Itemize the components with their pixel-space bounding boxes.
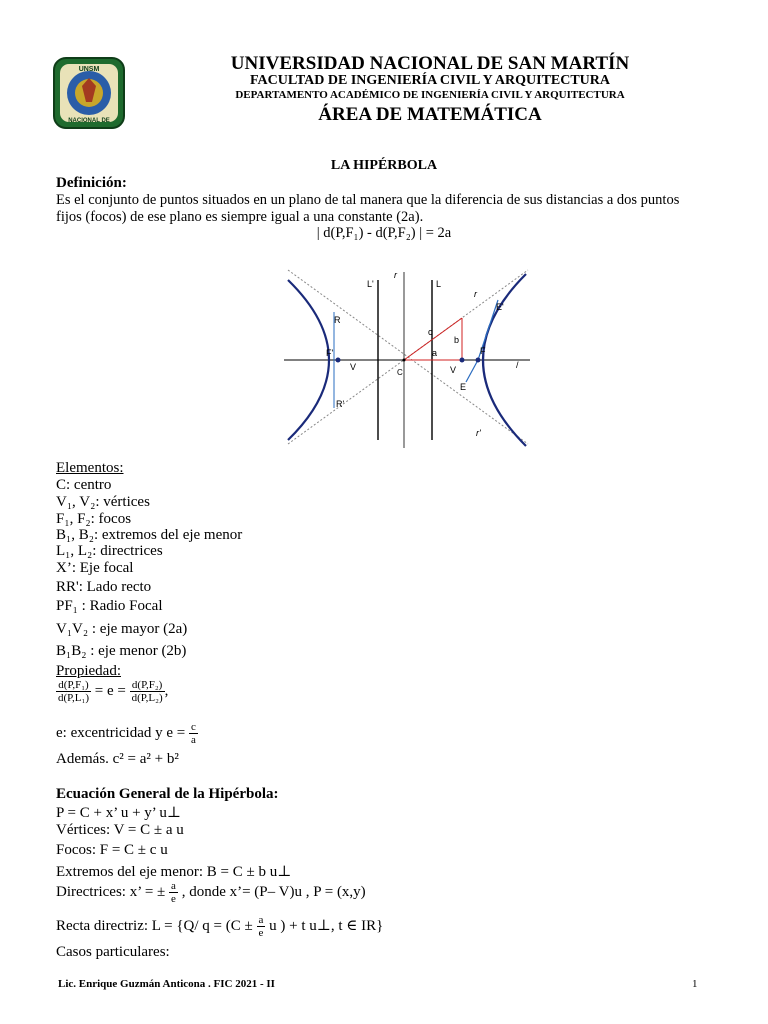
element-item: PF₁ : Radio Focal bbox=[56, 598, 163, 614]
directrices-fraction: $\frac{a}{e}$ bbox=[171, 880, 176, 905]
university-logo bbox=[52, 56, 126, 130]
label-V1: V bbox=[350, 362, 357, 372]
page-number: 1 bbox=[692, 978, 698, 990]
elements-heading: Elementos: bbox=[56, 460, 124, 476]
eccentricity-line: e: excentricidad y e = $\frac{c}{a}$ bbox=[56, 721, 196, 746]
definition-heading: Definición: bbox=[56, 175, 127, 191]
area-title: ÁREA DE MATEMÁTICA bbox=[318, 104, 542, 125]
label-F1: F' bbox=[326, 348, 334, 358]
footer-author: Lic. Enrique Guzmán Anticona . FIC 2021 - II bbox=[58, 978, 275, 990]
label-L2: L bbox=[436, 279, 442, 289]
hyperbola-figure bbox=[280, 262, 538, 452]
label-V2: V bbox=[450, 365, 457, 375]
general-line: P = C + x’ u + y’ u⊥ bbox=[56, 805, 182, 821]
label-axis: / bbox=[516, 360, 519, 370]
general-line: Focos: F = C ± c u bbox=[56, 842, 168, 858]
label-R2: R' bbox=[336, 399, 345, 409]
general-line: Extremos del eje menor: B = C ± b u⊥ bbox=[56, 864, 292, 880]
label-E2: E bbox=[460, 382, 467, 392]
element-item: V₁V₂ : eje mayor (2a) bbox=[56, 621, 188, 637]
label-F2: F bbox=[480, 346, 486, 356]
property-heading: Propiedad: bbox=[56, 663, 121, 679]
university-title: UNIVERSIDAD NACIONAL DE SAN MARTÍN bbox=[230, 53, 630, 74]
label-r-top: r bbox=[394, 270, 397, 280]
label-r3: r' bbox=[476, 428, 481, 438]
ratio-2: $\frac{\text{d(P,F₂)}}{\text{d(P,L₂)}}$ bbox=[131, 679, 163, 704]
element-item: X’: Eje focal bbox=[56, 560, 134, 576]
recta-directriz-line: Recta directriz: L = {Q/ q = (C ± $\frac{a}{e}$ u ) + t u⊥, t ∈ IR} bbox=[56, 914, 384, 939]
property-formula: $\frac{\text{d(P,F₁)}}{\text{d(P,L₁)}}$ = e = $\frac{\text{d(P,F₂)}}{\text{d(P,L₂)}}$ , bbox=[58, 679, 169, 704]
page-title: LA HIPÉRBOLA bbox=[330, 158, 438, 173]
logo-top-text: UNSM bbox=[78, 66, 100, 73]
definition-formula: | d(P,F₁) - d(P,F₂) | = 2a bbox=[316, 225, 452, 241]
logo-bottom-text: NACIONAL DE bbox=[68, 118, 110, 124]
definition-line-1: Es el conjunto de puntos situados en un plano de tal manera que la diferencia de sus distancias a dos puntos bbox=[56, 192, 680, 208]
label-C: C bbox=[397, 368, 403, 377]
definition-line-2: fijos (focos) de ese plano es siempre igual a una constante (2a). bbox=[56, 209, 424, 225]
department-title: DEPARTAMENTO ACADÉMICO DE INGENIERÍA CIVIL Y ARQUITECTURA bbox=[235, 89, 625, 101]
label-c: c bbox=[428, 327, 433, 337]
label-L1: L' bbox=[367, 279, 374, 289]
label-b: b bbox=[454, 335, 460, 345]
element-item: V₁, V₂: vértices bbox=[56, 494, 150, 510]
label-R: R bbox=[334, 315, 341, 325]
element-item: F₁, F₂: focos bbox=[56, 511, 132, 527]
directrices-line: Directrices: x’ = ± $\frac{a}{e}$ , donde x’= (P– V)u , P = (x,y) bbox=[56, 880, 366, 905]
recta-fraction: $\frac{a}{e}$ bbox=[258, 914, 264, 939]
general-line: Vértices: V = C ± a u bbox=[56, 822, 184, 838]
casos-line: Casos particulares: bbox=[56, 944, 170, 960]
ratio-1: $\frac{\text{d(P,F₁)}}{\text{d(P,L₁)}}$ bbox=[58, 679, 90, 704]
element-item: B₁B₂ : eje menor (2b) bbox=[56, 643, 187, 659]
ecc-fraction: $\frac{c}{a}$ bbox=[190, 721, 196, 746]
ademas-line: Además. c² = a² + b² bbox=[56, 751, 179, 767]
label-a: a bbox=[432, 348, 438, 358]
faculty-title: FACULTAD DE INGENIERÍA CIVIL Y ARQUITECTURA bbox=[249, 73, 611, 88]
element-item: L₁, L₂: directrices bbox=[56, 543, 163, 559]
element-item: B₁, B₂: extremos del eje menor bbox=[56, 527, 243, 543]
label-r2: r bbox=[474, 289, 477, 299]
label-E1: E' bbox=[496, 302, 504, 312]
element-item: RR': Lado recto bbox=[56, 579, 152, 595]
general-heading: Ecuación General de la Hipérbola: bbox=[56, 786, 279, 802]
element-item: C: centro bbox=[56, 477, 112, 493]
